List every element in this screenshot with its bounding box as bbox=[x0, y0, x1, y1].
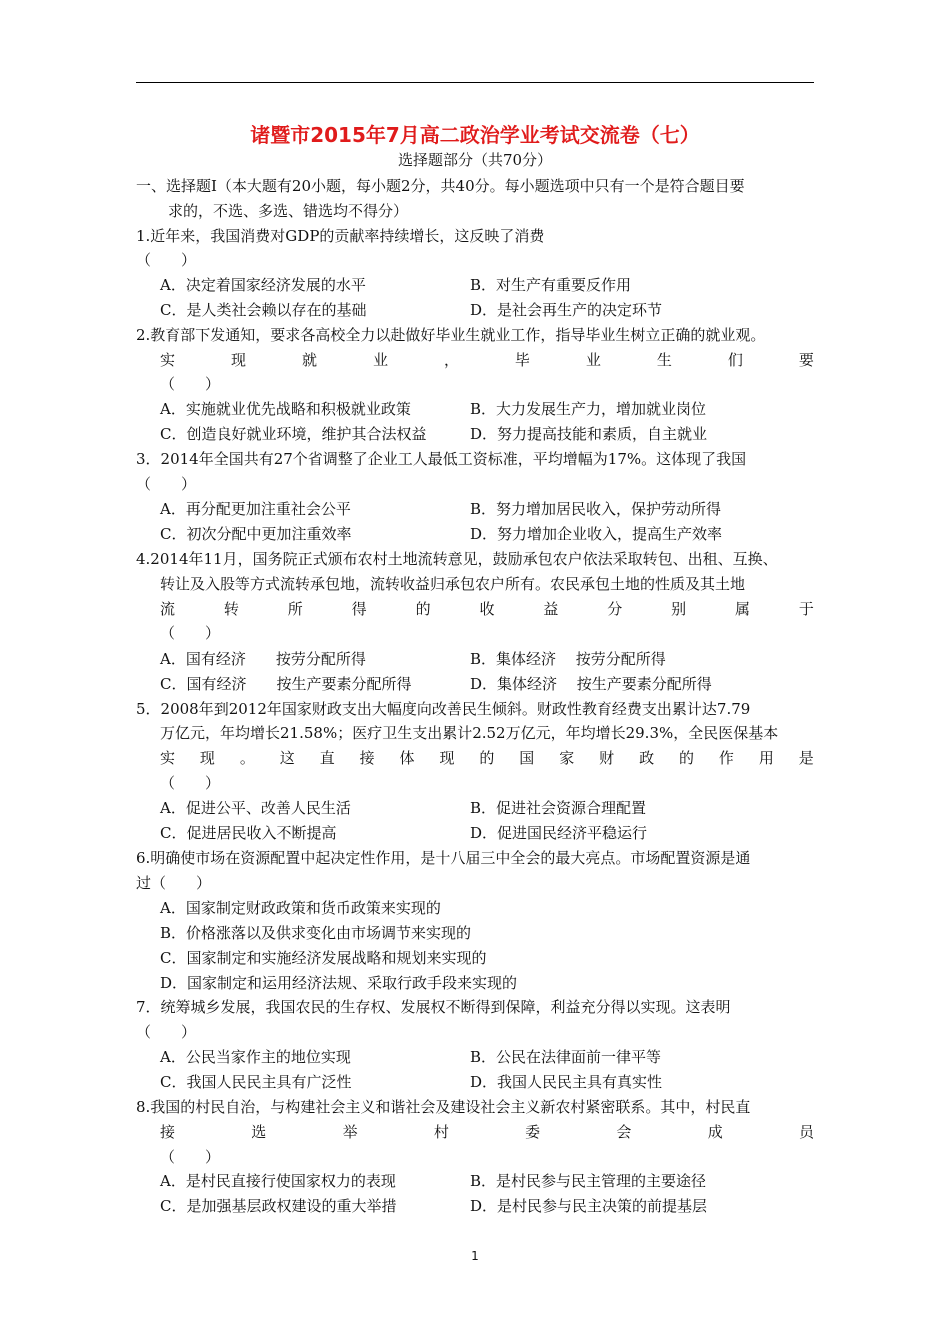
q7-option-a: A．公民当家作主的地位实现 bbox=[160, 1048, 351, 1066]
q2-option-c: C．创造良好就业环境，维护其合法权益 bbox=[160, 425, 427, 443]
q5-word: 财 bbox=[599, 749, 615, 767]
q2-stem-justified bbox=[160, 349, 814, 371]
q6-option-c: C．国家制定和实施经济发展战略和规划来实现的 bbox=[160, 949, 487, 967]
q2-stem: 2.教育部下发通知，要求各高校全力以赴做好毕业生就业工作，指导毕业生树立正确的就业观。 bbox=[136, 326, 766, 344]
q7-option-c: C．我国人民民主具有广泛性 bbox=[160, 1073, 352, 1091]
q8-word: 会 bbox=[616, 1123, 632, 1141]
q2-word: 就 bbox=[301, 351, 317, 369]
q4-option-a: A．国有经济 按劳分配所得 bbox=[160, 650, 366, 668]
q4-word: 转 bbox=[223, 600, 239, 618]
q5-word: 实 bbox=[160, 749, 176, 767]
q2-option-d: D．努力提高技能和素质，自主就业 bbox=[470, 425, 708, 443]
section-heading: 一、选择题Ⅰ（本大题有20小题，每小题2分，共40分。每小题选项中只有一个是符合题目要 bbox=[136, 177, 745, 195]
q2-word: 业 bbox=[372, 351, 388, 369]
page-subtitle: 选择题部分（共70分） bbox=[397, 151, 553, 169]
q4-option-d: D．集体经济 按生产要素分配所得 bbox=[470, 675, 712, 693]
q4-word: 所 bbox=[287, 600, 303, 618]
q6-option-a: A．国家制定财政政策和货币政策来实现的 bbox=[160, 899, 441, 917]
q4-paren: （ ） bbox=[160, 624, 221, 642]
q2-word: 生 bbox=[656, 351, 672, 369]
q5-word: 接 bbox=[359, 749, 375, 767]
q5-word: 是 bbox=[798, 749, 814, 767]
q2-word: 现 bbox=[230, 351, 246, 369]
q7-paren: （ ） bbox=[136, 1023, 197, 1041]
q8-option-c: C．是加强基层政权建设的重大举措 bbox=[160, 1197, 397, 1215]
q5-word: 用 bbox=[758, 749, 774, 767]
q4-option-b: B．集体经济 按劳分配所得 bbox=[470, 650, 666, 668]
q2-word: 实 bbox=[160, 351, 176, 369]
q3-option-c: C．初次分配中更加注重效率 bbox=[160, 525, 352, 543]
q1-paren: （ ） bbox=[136, 251, 197, 269]
q1-option-a: A．决定着国家经济发展的水平 bbox=[160, 276, 366, 294]
q2-option-b: B．大力发展生产力，增加就业岗位 bbox=[470, 400, 707, 418]
q2-word: 毕 bbox=[514, 351, 530, 369]
q1-option-b: B．对生产有重要反作用 bbox=[470, 276, 632, 294]
q7-option-d: D．我国人民民主具有真实性 bbox=[470, 1073, 663, 1091]
q5-stem-justified bbox=[160, 747, 814, 769]
q4-word: 的 bbox=[415, 600, 431, 618]
q8-word: 接 bbox=[160, 1123, 176, 1141]
q6-option-d: D．国家制定和运用经济法规、采取行政手段来实现的 bbox=[160, 974, 518, 992]
q8-word: 员 bbox=[798, 1123, 814, 1141]
q4-word: 益 bbox=[543, 600, 559, 618]
q2-word: 们 bbox=[727, 351, 743, 369]
q6-stem-cont: 过（ ） bbox=[136, 874, 212, 892]
q5-word: 国 bbox=[519, 749, 535, 767]
q5-stem-cont: 万亿元，年均增长21.58%；医疗卫生支出累计2.52万亿元，年均增长29.3%，全民医保基本 bbox=[160, 724, 779, 742]
q2-paren: （ ） bbox=[160, 375, 221, 393]
section-heading-cont: 求的，不选、多选、错选均不得分） bbox=[168, 202, 409, 220]
q4-word: 别 bbox=[671, 600, 687, 618]
q8-word: 委 bbox=[525, 1123, 541, 1141]
q3-option-b: B．努力增加居民收入，保护劳动所得 bbox=[470, 500, 722, 518]
q5-word: 的 bbox=[678, 749, 694, 767]
q5-word: 体 bbox=[399, 749, 415, 767]
q5-option-d: D．促进国民经济平稳运行 bbox=[470, 824, 648, 842]
q8-paren: （ ） bbox=[160, 1148, 221, 1166]
header-rule bbox=[136, 82, 814, 83]
q8-word: 举 bbox=[342, 1123, 358, 1141]
q4-word: 流 bbox=[160, 600, 176, 618]
q5-stem: 5．2008年到2012年国家财政支出大幅度向改善民生倾斜。财政性教育经费支出累计达7.79 bbox=[136, 700, 751, 718]
q5-word: 家 bbox=[559, 749, 575, 767]
q5-word: 这 bbox=[279, 749, 295, 767]
q5-option-b: B．促进社会资源合理配置 bbox=[470, 799, 647, 817]
q8-option-d: D．是村民参与民主决策的前提基层 bbox=[470, 1197, 708, 1215]
q1-option-c: C．是人类社会赖以存在的基础 bbox=[160, 301, 367, 319]
q4-word: 得 bbox=[351, 600, 367, 618]
q5-option-c: C．促进居民收入不断提高 bbox=[160, 824, 337, 842]
q4-word: 于 bbox=[798, 600, 814, 618]
q8-word: 选 bbox=[251, 1123, 267, 1141]
q8-option-b: B．是村民参与民主管理的主要途径 bbox=[470, 1172, 707, 1190]
q5-word: 政 bbox=[639, 749, 655, 767]
q3-option-d: D．努力增加企业收入，提高生产效率 bbox=[470, 525, 723, 543]
q2-word: ， bbox=[443, 351, 459, 369]
q5-word: 。 bbox=[239, 749, 255, 767]
q1-stem: 1.近年来，我国消费对GDP的贡献率持续增长，这反映了消费 bbox=[136, 227, 545, 245]
q5-word: 现 bbox=[199, 749, 215, 767]
q5-word: 现 bbox=[439, 749, 455, 767]
q5-paren: （ ） bbox=[160, 774, 221, 792]
q3-option-a: A．再分配更加注重社会公平 bbox=[160, 500, 351, 518]
q1-option-d: D．是社会再生产的决定环节 bbox=[470, 301, 663, 319]
q7-option-b: B．公民在法律面前一律平等 bbox=[470, 1048, 662, 1066]
page-title: 诸暨市2015年7月高二政治学业考试交流卷（七） bbox=[250, 123, 700, 147]
q4-word: 属 bbox=[735, 600, 751, 618]
q8-stem: 8.我国的村民自治，与构建社会主义和谐社会及建设社会主义新农村紧密联系。其中，村民直 bbox=[136, 1098, 751, 1116]
q8-stem-justified bbox=[160, 1121, 814, 1143]
q5-word: 直 bbox=[319, 749, 335, 767]
q5-word: 作 bbox=[718, 749, 734, 767]
q3-stem: 3．2014年全国共有27个省调整了企业工人最低工资标准，平均增幅为17%。这体现了我国 bbox=[136, 450, 747, 468]
q8-option-a: A．是村民直接行使国家权力的表现 bbox=[160, 1172, 396, 1190]
q2-option-a: A．实施就业优先战略和积极就业政策 bbox=[160, 400, 411, 418]
q4-word: 收 bbox=[479, 600, 495, 618]
q4-stem-justified bbox=[160, 598, 814, 620]
q5-option-a: A．促进公平、改善人民生活 bbox=[160, 799, 351, 817]
q4-stem: 4.2014年11月，国务院正式颁布农村土地流转意见，鼓励承包农户依法采取转包、出租、互换、 bbox=[136, 550, 778, 568]
q2-word: 要 bbox=[798, 351, 814, 369]
q4-word: 分 bbox=[607, 600, 623, 618]
q8-word: 村 bbox=[433, 1123, 449, 1141]
q7-stem: 7．统筹城乡发展，我国农民的生存权、发展权不断得到保障，利益充分得以实现。这表明 bbox=[136, 998, 731, 1016]
q8-word: 成 bbox=[707, 1123, 723, 1141]
page-number: 1 bbox=[471, 1249, 479, 1263]
q2-word: 业 bbox=[585, 351, 601, 369]
q4-stem-cont: 转让及入股等方式流转承包地，流转收益归承包农户所有。农民承包土地的性质及其土地 bbox=[160, 575, 746, 593]
q6-option-b: B．价格涨落以及供求变化由市场调节来实现的 bbox=[160, 924, 472, 942]
q4-option-c: C．国有经济 按生产要素分配所得 bbox=[160, 675, 412, 693]
q3-paren: （ ） bbox=[136, 475, 197, 493]
q6-stem: 6.明确使市场在资源配置中起决定性作用，是十八届三中全会的最大亮点。市场配置资源是通 bbox=[136, 849, 751, 867]
q5-word: 的 bbox=[479, 749, 495, 767]
